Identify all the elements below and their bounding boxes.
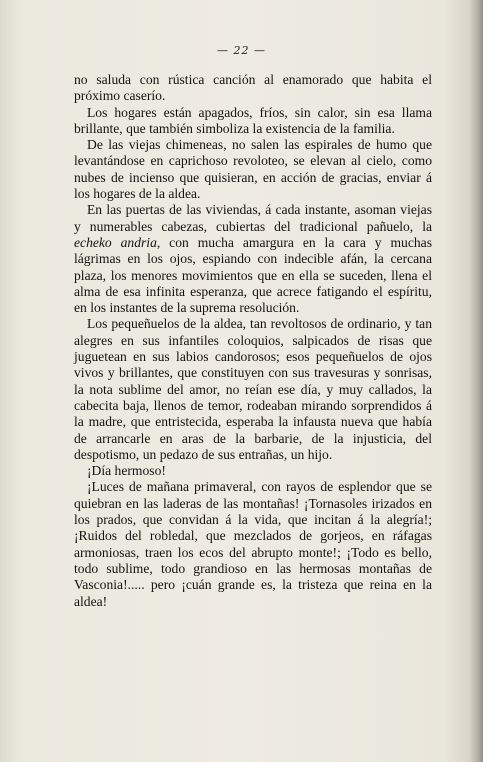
body-text [74, 72, 432, 610]
paragraph-4-before: En las puertas de las viviendas, á cada instante, asoman viejas y numerables cabezas, cubiertas del tradicional pañuelo, la [74, 202, 432, 234]
paragraph-2: Los hogares están apagados, fríos, sin calor, sin esa llama brillante, que también simboliza la existencia de la familia. [74, 104, 432, 136]
paragraph-7: ¡Luces de mañana primaveral, con rayos de esplendor que se quiebran en las laderas de las montañas! ¡Tornasoles irizados en los prados, que convidan á la vida, que incitan á la alegría!; ¡Ruidos del robledal, que mezclados de gorjeos, en ráfagas armoniosas, traen los ecos del abrupto monte!; ¡Todo es bello, todo sublime, todo grandioso en las hermosas montañas de Vasconia!..... pero ¡cuán grande es, la tristeza que reina en la aldea! [74, 479, 432, 609]
page-number: — 22 — [217, 44, 266, 57]
paragraph-1: no saluda con rústica canción al enamorado que habita el próximo caserío. [74, 72, 432, 104]
paragraph-3: De las viejas chimeneas, no salen las espirales de humo que levantándose en caprichoso revoloteo, se elevan al cielo, como nubes de incienso que quisieran, en acción de gracias, enviar á los hogares de la aldea. [74, 137, 432, 202]
paragraph-4 [74, 202, 432, 316]
page-spine-shadow [469, 0, 483, 762]
paragraph-4-italic-term: echeko andria, [74, 234, 161, 250]
paragraph-5: Los pequeñuelos de la aldea, tan revoltosos de ordinario, y tan alegres en sus infantiles coloquios, salpicados de risas que juguetean en sus labios candorosos; esos pequeñuelos de ojos vivos y brillantes, que constituyen con sus travesuras y sonrisas, la nota sublime del amor, no reían ese día, y muy callados, la cabecita baja, llenos de temor, rodeaban mirando sorprendidos á la madre, que entristecida, esperaba la infausta nueva que había de arrancarle en aras de la barbarie, de la injusticia, del despotismo, un pedazo de sus entrañas, un hijo. [74, 316, 432, 462]
paragraph-6: ¡Día hermoso! [87, 463, 166, 479]
paragraph-4-after: con mucha amargura en la cara y muchas lágrimas en los ojos, espiando con indecible afán, la cercana plaza, los menores movimientos que en ella se suceden, llena el alma de esa infinita esperanza, que acrece fatigando el espíritu, en los instantes de la suprema resolución. [74, 234, 432, 316]
